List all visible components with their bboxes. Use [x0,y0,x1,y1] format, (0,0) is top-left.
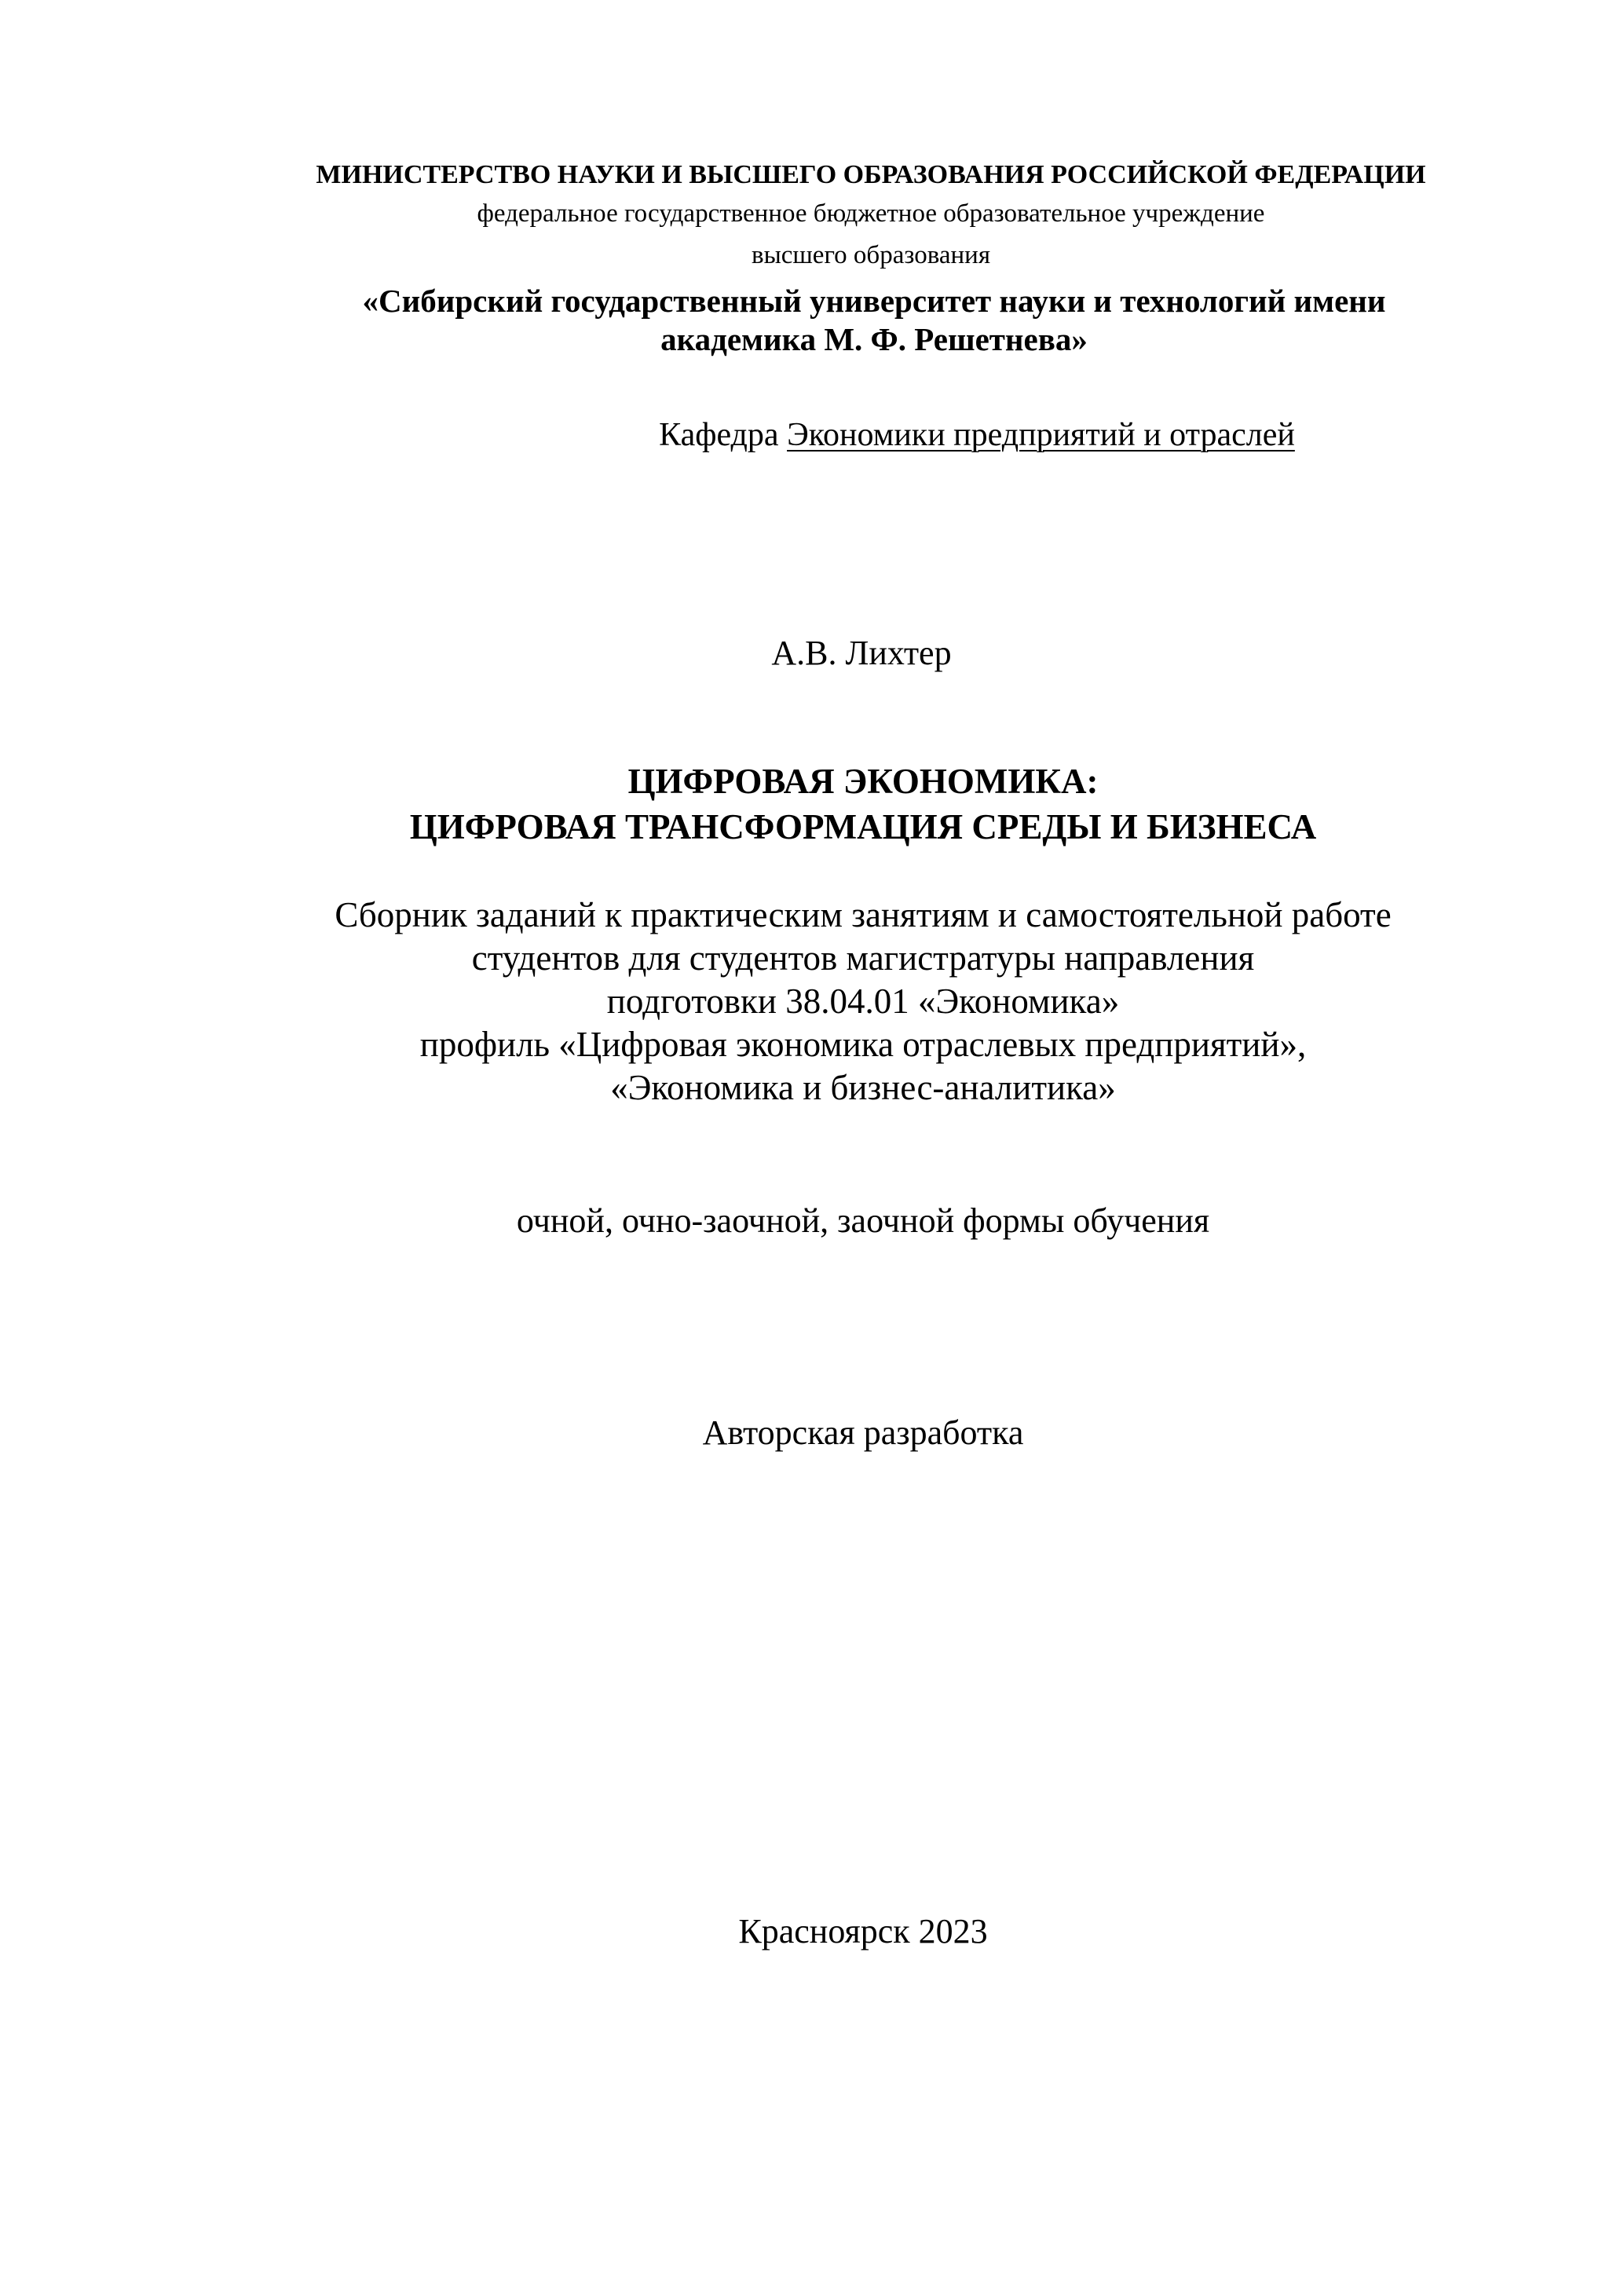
institution-type-line-1: федеральное государственное бюджетное образовательное учреждение [477,199,1265,228]
city-year: Красноярск 2023 [738,1912,988,1951]
department-prefix: Кафедра [659,417,779,453]
university-name-line-1: «Сибирский государственный университет науки и технологий имени [362,283,1386,319]
study-forms: очной, очно-заочной, заочной формы обучения [516,1201,1210,1240]
description-line-2: студентов для студентов магистратуры направления [471,938,1255,978]
department-name: Экономики предприятий и отраслей [787,417,1295,453]
document-title-line-2: ЦИФРОВАЯ ТРАНСФОРМАЦИЯ СРЕДЫ И БИЗНЕСА [409,807,1317,846]
description-line-3: подготовки 38.04.01 «Экономика» [606,982,1120,1021]
description-line-4: профиль «Цифровая экономика отраслевых предприятий», [419,1025,1307,1064]
author-name: А.В. Лихтер [771,634,952,672]
institution-type-line-2: высшего образования [752,241,990,269]
department [0,416,1624,454]
authorship-note: Авторская разработка [702,1413,1024,1452]
university-name-line-2: академика М. Ф. Решетнева» [660,321,1088,357]
description-line-1: Сборник заданий к практическим занятиям и самостоятельной работе [335,895,1392,934]
description-line-5: «Экономика и бизнес-аналитика» [610,1068,1116,1107]
document-title-line-1: ЦИФРОВАЯ ЭКОНОМИКА: [627,762,1099,801]
ministry-name: МИНИСТЕРСТВО НАУКИ И ВЫСШЕГО ОБРАЗОВАНИЯ РОССИЙСКОЙ ФЕДЕРАЦИИ [316,160,1426,189]
